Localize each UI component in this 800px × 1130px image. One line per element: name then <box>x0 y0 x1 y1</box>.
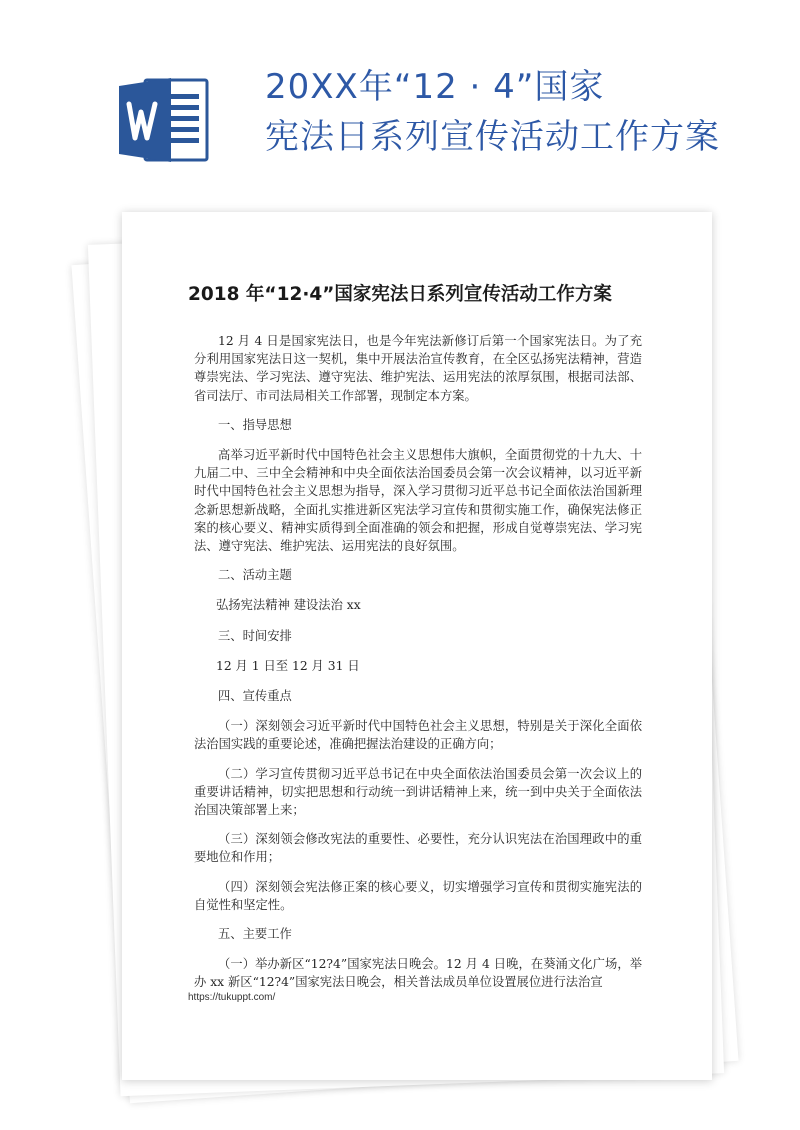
section-heading-main-work: 五、主要工作 <box>218 927 292 942</box>
word-document-icon <box>115 74 215 166</box>
document-body <box>194 332 642 1003</box>
focus-item: （三）深刻领会修改宪法的重要性、必要性，充分认识宪法在治国理政中的重要地位和作用； <box>194 832 642 865</box>
document-page <box>122 212 712 1080</box>
intro-paragraph: 12 月 4 日是国家宪法日，也是今年宪法新修订后第一个国家宪法日。为了充分利用国家宪法日这一契机，集中开展法治宣传教育，在全区弘扬宪法精神，营造尊崇宪法、学习宪法、遵守宪法、维护宪法、运用宪法的浓厚氛围，根据司法部、省司法厅、市司法局相关工作部署，现制定本方案。 <box>194 334 642 403</box>
section-heading-schedule: 三、时间安排 <box>218 628 292 643</box>
page-title-line2: 宪法日系列宣传活动工作方案 <box>265 117 720 157</box>
work-item: （一）举办新区“12?4”国家宪法日晚会。12 月 4 日晚，在葵涌文化广场，举办 xx 新区“12?4”国家宪法日晚会，相关普法成员单位设置展位进行法治宣 <box>194 957 642 990</box>
focus-item: （四）深刻领会宪法修正案的核心要义，切实增强学习宣传和贯彻实施宪法的自觉性和坚定性。 <box>194 879 642 912</box>
guiding-thought-paragraph: 高举习近平新时代中国特色社会主义思想伟大旗帜，全面贯彻党的十九大、十九届二中、三中全会精神和中央全面依法治国委员会第一次会议精神，以习近平新时代中国特色社会主义思想为指导，深入学习贯彻习近平总书记全面依法治国新理念新思想新战略，全面扎实推进新区宪法学习宣传和贯彻实施工作，确保宪法修正案的核心要义、精神实质得到全面准确的领会和把握，形成自觉尊崇宪法、学习宪法、遵守宪法、维护宪法、运用宪法的良好氛围。 <box>194 448 642 554</box>
page-title <box>265 62 785 162</box>
focus-item: （二）学习宣传贯彻习近平总书记在中央全面依法治国委员会第一次会议上的重要讲话精神，切实把思想和行动统一到讲话精神上来，统一到中央关于全面依法治国决策部署上来； <box>194 766 642 818</box>
section-heading-focus: 四、宣传重点 <box>218 689 292 704</box>
page-title-line1: 20XX年“12 · 4”国家 <box>265 67 605 107</box>
section-heading-theme: 二、活动主题 <box>218 568 292 583</box>
header <box>0 0 800 215</box>
document-title: 2018 年“12·4”国家宪法日系列宣传活动工作方案 <box>188 284 612 305</box>
focus-item: （一）深刻领会习近平新时代中国特色社会主义思想，特别是关于深化全面依法治国实践的重要论述，准确把握法治建设的正确方向； <box>194 719 642 752</box>
schedule-text: 12 月 1 日至 12 月 31 日 <box>216 658 360 673</box>
section-heading-guiding-thought: 一、指导思想 <box>218 417 292 432</box>
theme-text: 弘扬宪法精神 建设法治 xx <box>216 598 361 613</box>
footer-url: https://tukuppt.com/ <box>188 992 276 1003</box>
